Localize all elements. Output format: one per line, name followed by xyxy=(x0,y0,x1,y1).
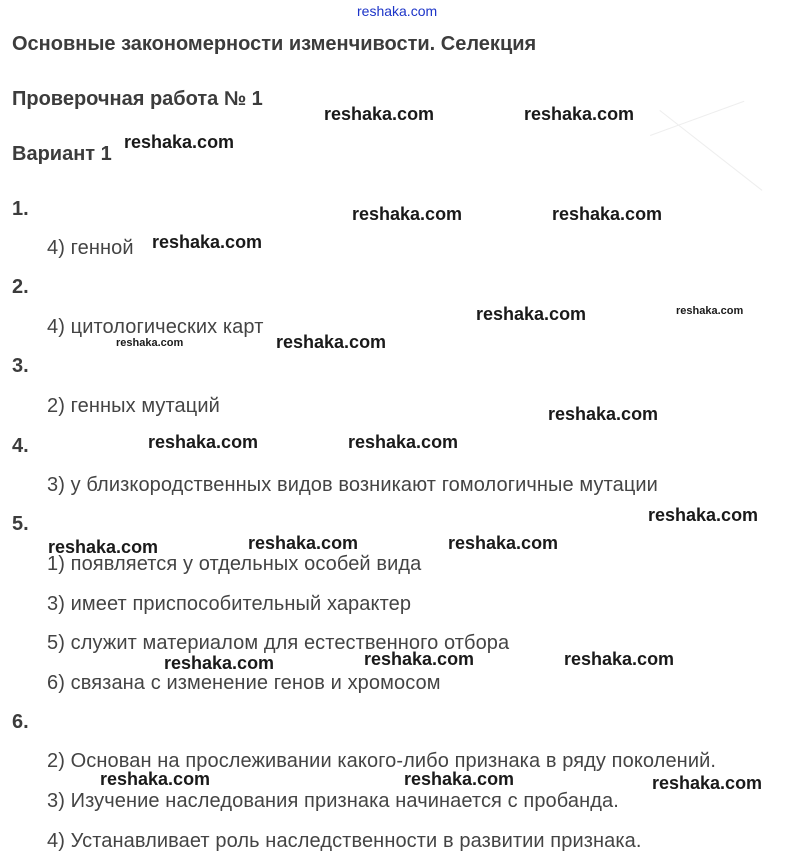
watermark: reshaka.com xyxy=(148,432,259,452)
watermark: reshaka.com xyxy=(364,649,475,669)
watermark: reshaka.com xyxy=(152,232,263,252)
question-number: 3. xyxy=(12,355,29,377)
watermark: reshaka.com xyxy=(348,432,459,452)
decorative-line xyxy=(650,101,744,136)
question-number: 4. xyxy=(12,435,29,457)
watermark: reshaka.com xyxy=(564,649,675,669)
watermark: reshaka.com xyxy=(648,505,759,525)
page-title: Основные закономерности изменчивости. Селекция xyxy=(12,33,537,55)
answer-item: 6) связана с изменение генов и хромосом xyxy=(47,672,441,694)
watermark: reshaka.com xyxy=(100,769,211,789)
answer-item: 4) Устанавливает роль наследственности в развитии признака. xyxy=(47,830,642,852)
answer-item: 2) Основан на прослеживании какого-либо признака в ряду поколений. xyxy=(47,750,717,772)
watermark: reshaka.com xyxy=(676,305,744,317)
answer-item: 3) Изучение наследования признака начинается с пробанда. xyxy=(47,790,619,812)
watermark: reshaka.com xyxy=(476,304,587,324)
answer-item: 2) генных мутаций xyxy=(47,395,220,417)
question-number: 2. xyxy=(12,276,29,298)
watermark: reshaka.com xyxy=(652,773,763,793)
answer-item: 3) имеет приспособительный характер xyxy=(47,593,412,615)
variant-title: Вариант 1 xyxy=(12,143,112,165)
question-number: 5. xyxy=(12,513,29,535)
watermark: reshaka.com xyxy=(324,104,435,124)
watermark: reshaka.com xyxy=(524,104,635,124)
answer-item: 4) генной xyxy=(47,237,134,259)
answer-item: 3) у близкородственных видов возникают гомологичные мутации xyxy=(47,474,658,496)
watermark: reshaka.com xyxy=(48,537,159,557)
decorative-line xyxy=(659,110,762,191)
watermark: reshaka.com xyxy=(248,533,359,553)
watermark: reshaka.com xyxy=(352,204,463,224)
watermark: reshaka.com xyxy=(164,653,275,673)
watermark: reshaka.com xyxy=(548,404,659,424)
watermark: reshaka.com xyxy=(404,769,515,789)
watermark: reshaka.com xyxy=(552,204,663,224)
question-number: 1. xyxy=(12,198,29,220)
watermark: reshaka.com xyxy=(124,132,235,152)
watermark: reshaka.com xyxy=(116,337,184,349)
top-watermark: reshaka.com xyxy=(357,3,438,19)
watermark: reshaka.com xyxy=(448,533,559,553)
work-title: Проверочная работа № 1 xyxy=(12,88,263,110)
answer-item: 5) служит материалом для естественного отбора xyxy=(47,632,510,654)
answer-item: 1) появляется у отдельных особей вида xyxy=(47,553,422,575)
answer-item: 4) цитологических карт xyxy=(47,316,264,338)
watermark: reshaka.com xyxy=(276,332,387,352)
question-number: 6. xyxy=(12,711,29,733)
